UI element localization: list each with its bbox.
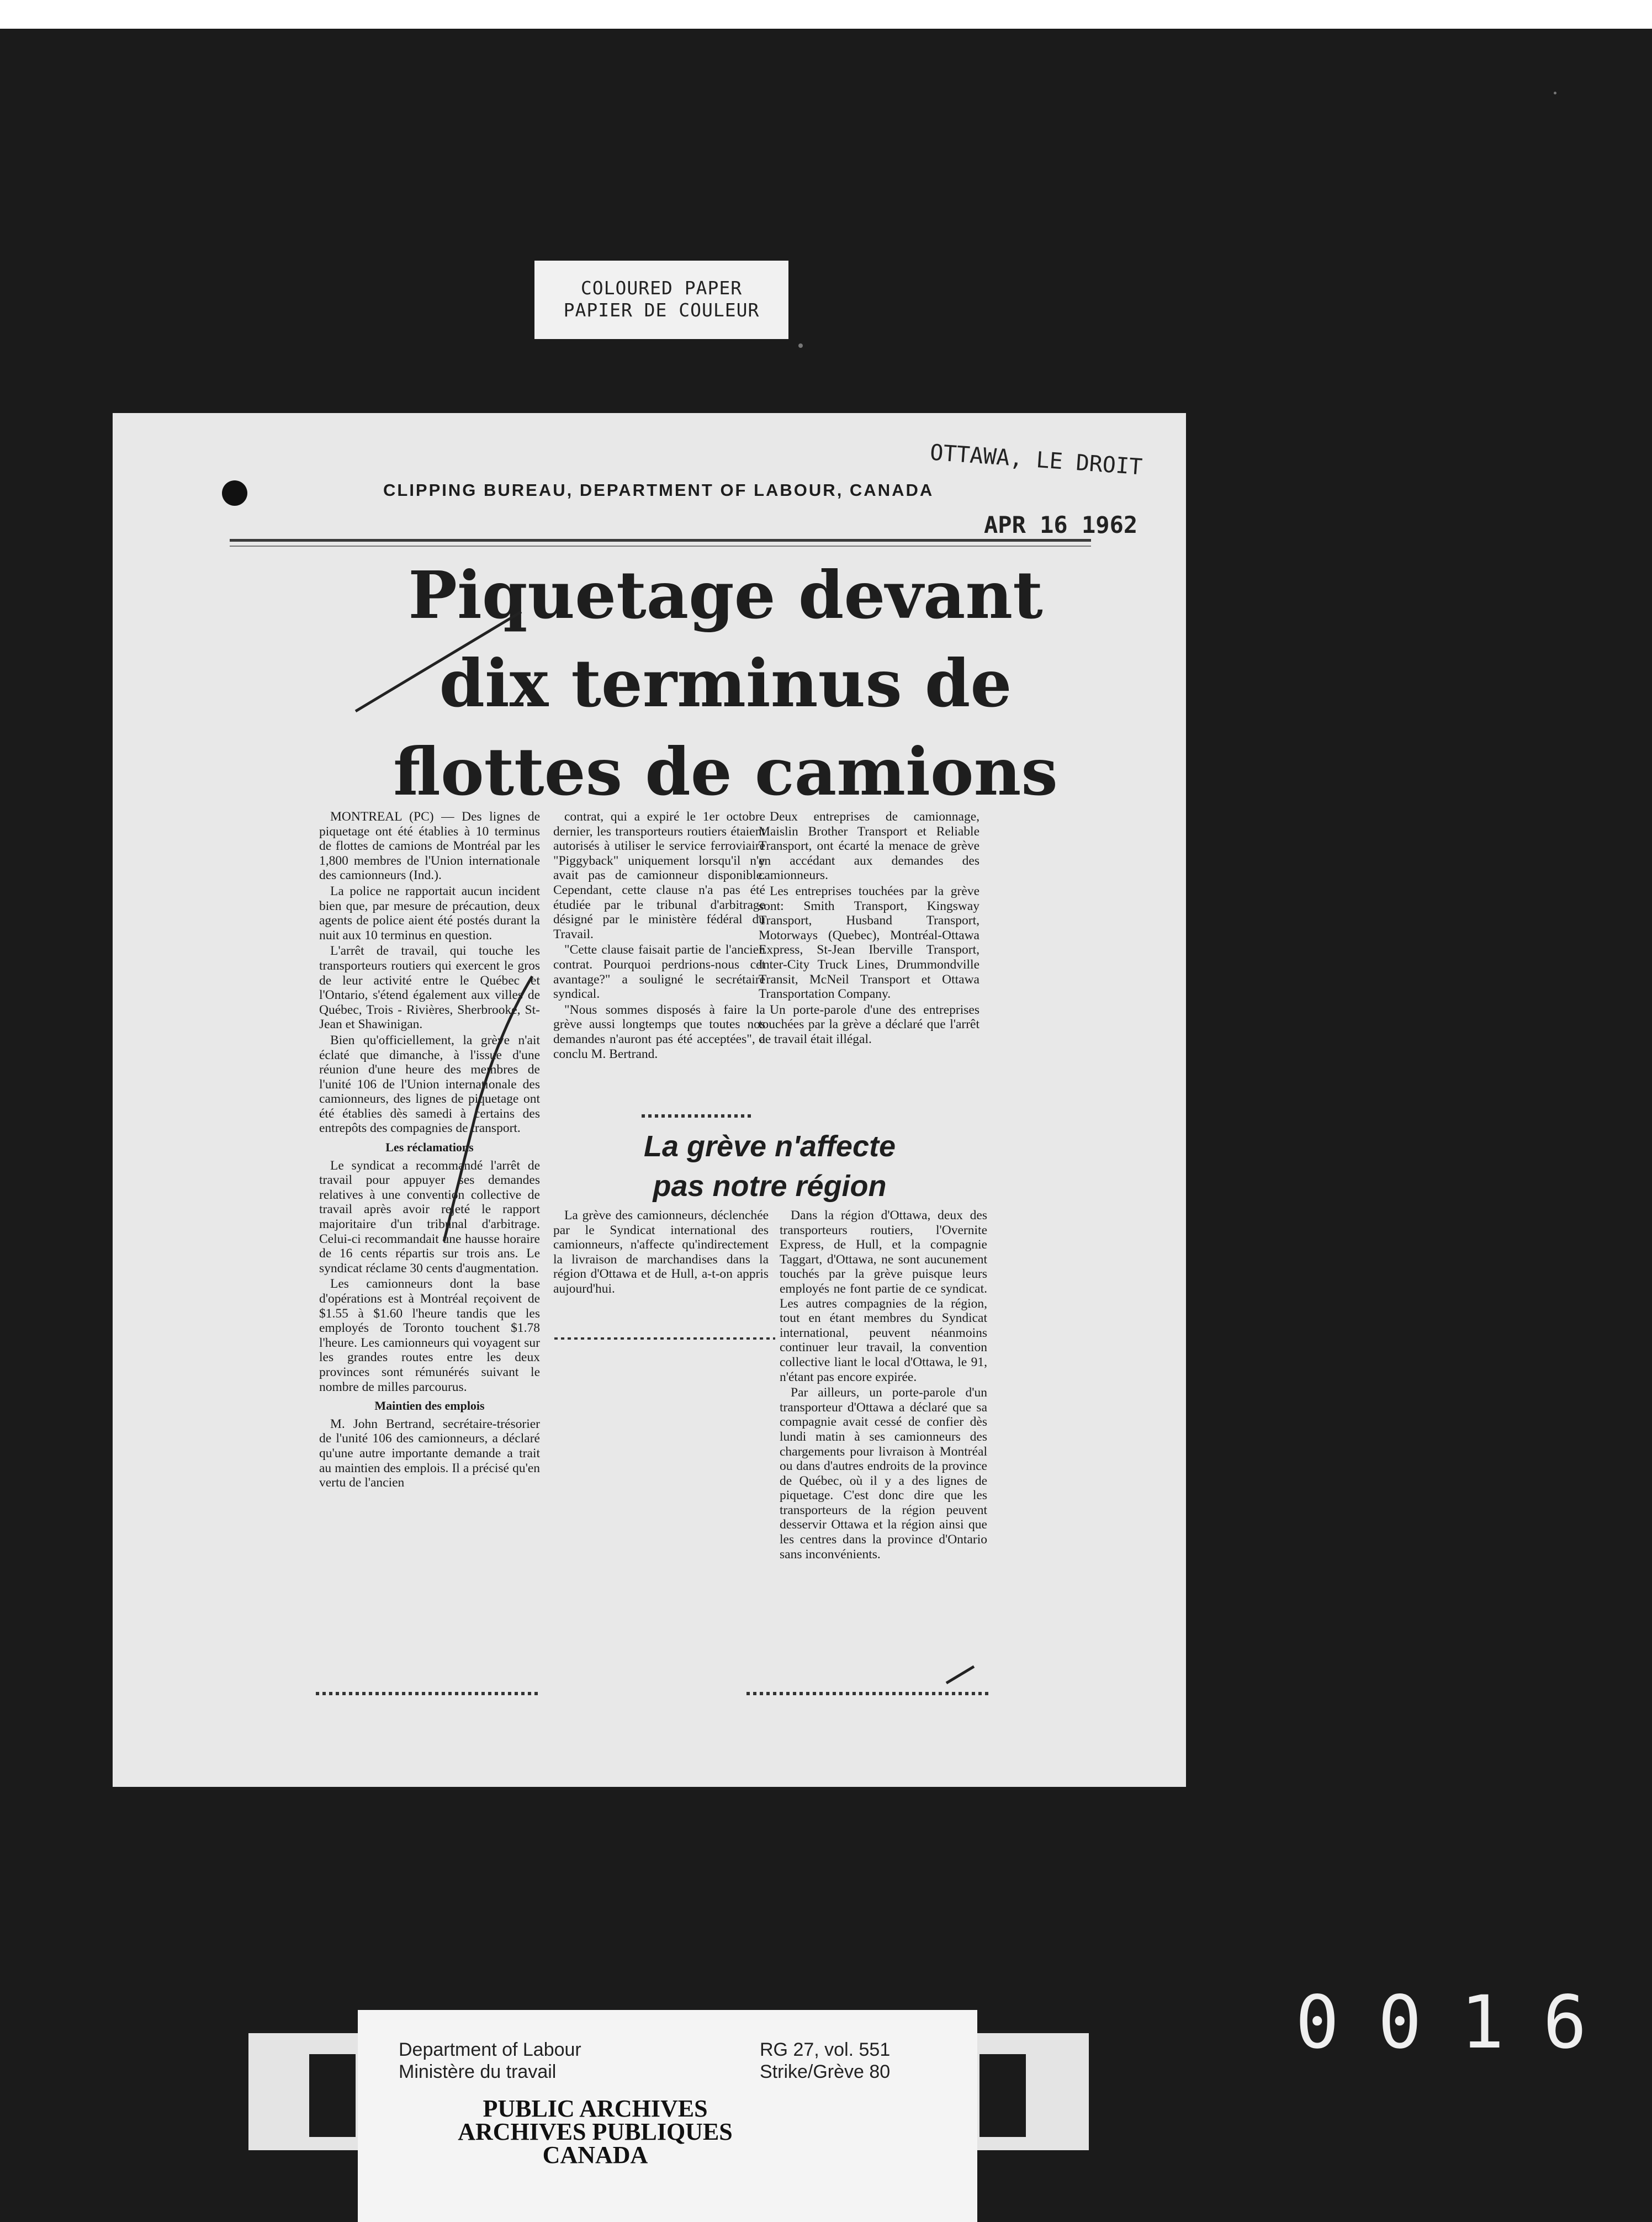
microfilm-frame-number: 0016	[1295, 1980, 1625, 2065]
department-text	[399, 2039, 581, 2083]
public-archives-line: ARCHIVES PUBLIQUES	[458, 2118, 733, 2145]
coloured-paper-line-en: COLOURED PAPER	[580, 277, 743, 299]
department-english: Department of Labour	[399, 2039, 581, 2060]
department-french: Ministère du travail	[399, 2061, 557, 2082]
public-archives-line: PUBLIC ARCHIVES	[483, 2095, 708, 2122]
paragraph: "Cette clause faisait partie de l'ancien contrat. Pourquoi perdrions-nous cet avantage?" a souligné le secrétaire syndical.	[553, 943, 765, 1002]
reference-strike: Strike/Grève 80	[760, 2061, 891, 2082]
public-archives-line: CANADA	[542, 2141, 648, 2168]
pen-mark-stroke	[946, 1666, 974, 1683]
paragraph: La police ne rapportait aucun incident bien que, par mesure de précaution, deux agents de police aient été postés durant la nuit aux 10 terminus en question.	[319, 883, 540, 943]
reference-volume: RG 27, vol. 551	[760, 2039, 891, 2060]
archives-label	[358, 2010, 977, 2222]
paragraph: Deux entreprises de camionnage, Maislin Brother Transport et Reliable Transport, ont écarté la menace de grève en accédant aux demandes des camionneurs.	[759, 810, 979, 883]
archive-reference	[760, 2039, 890, 2083]
date-stamp: APR 16 1962	[984, 511, 1138, 538]
paragraph: L'arrêt de travail, qui touche les transporteurs routiers qui exercent le gros de leur activité entre le Québec et l'Ontario, s'étend également aux villes de Québec, Trois - Rivières, Sherbrooke, St-Jean et Shawinigan.	[319, 944, 540, 1032]
paragraph: Par ailleurs, un porte-parole d'un transporteur d'Ottawa a déclaré que sa compagnie avait cessé de confier dès lundi matin à ses camionneurs des chargements pour livraison à Montréal ou dans d'autres endroits de la province de Québec, où il y a des lignes de piquetage. C'est donc dire que les transporteurs de la région peuvent desservir Ottawa et la région ainsi que les centres dans la province d'Ontario sans inconvénients.	[780, 1385, 987, 1562]
paragraph: M. John Bertrand, secrétaire-trésorier de l'unité 106 des camionneurs, a déclaré qu'une autre importante demande a trait au maintien des emplois. Il a précisé qu'en vertu de l'ancien	[319, 1416, 540, 1490]
section-subhead: Maintien des emplois	[374, 1399, 485, 1413]
section-subhead: Les réclamations	[385, 1140, 474, 1155]
paragraph: Un porte-parole d'une des entreprises touchées par la grève a déclaré que l'arrêt de travail était illégal.	[759, 1002, 979, 1046]
paragraph: Le syndicat a recommandé l'arrêt de travail pour appuyer ses demandes relatives à une convention collective de travail après avoir rejeté le rapport majoritaire d'un tribunal d'arbitrage. Celui-ci recommandait une hausse horaire de 16 cents répartis sur trois ans. Le syndicat réclame 30 cents d'augmentation.	[319, 1158, 540, 1276]
paragraph: "Nous sommes disposés à faire la grève aussi longtemps que toutes nos demandes n'auront pas été acceptées", a conclu M. Bertrand.	[553, 1002, 765, 1061]
dust-speck	[1554, 92, 1556, 94]
paragraph: Les camionneurs dont la base d'opérations est à Montréal reçoivent de $1.55 à $1.60 l'heure tandis que les employés de Toronto touchent $1.78 l'heure. Les camionneurs qui voyagent sur les grandes routes entre les deux provinces sont rémunérés suivant le nombre de milles parcourus.	[319, 1277, 540, 1394]
headline-line: flottes de camions	[393, 733, 1058, 810]
clipping-page	[113, 413, 1186, 1787]
headline-line: dix terminus de	[439, 645, 1012, 722]
paragraph: MONTREAL (PC) — Des lignes de piquetage ont été établies à 10 terminus de flottes de camions de Montréal par les 1,800 membres de l'Union internationale des camionneurs (Ind.).	[319, 810, 540, 883]
paragraph: La grève des camionneurs, déclenchée par le Syndicat international des camionneurs, n'affecte qu'indirectement la livraison de marchandises dans la région d'Ottawa et de Hull, a-t-on appris aujourd'hui.	[553, 1208, 769, 1296]
newspaper-source-stamp: OTTAWA, LE DROIT	[929, 440, 1143, 480]
clipping-bureau-header: CLIPPING BUREAU, DEPARTMENT OF LABOUR, CANADA	[383, 480, 934, 500]
strip-notch	[979, 2054, 1026, 2137]
paragraph: Bien qu'officiellement, la grève n'ait éclaté que dimanche, à l'issue d'une réunion d'une heure des membres de l'unité 106 de l'Union internationale des camionneurs, des lignes de piquetage ont été établies dès samedi à certains des entrepôts des compagnies de transport.	[319, 1033, 540, 1136]
coloured-paper-line-fr: PAPIER DE COULEUR	[563, 299, 760, 321]
strip-notch	[309, 2054, 356, 2137]
public-archives-title	[358, 2097, 833, 2167]
dust-speck	[798, 343, 803, 348]
top-white-band	[0, 0, 1652, 29]
paragraph: contrat, qui a expiré le 1er octobre dernier, les transporteurs routiers étaient autorisés à utiliser le service ferroviaire "Piggyback" uniquement lorsqu'il n'y avait pas de camionneur disponible. Cependant, cette clause n'a pas été étudiée par le tribunal d'arbitrage désigné par le ministère fédéral du Travail.	[553, 810, 765, 941]
headline-line: Piquetage devant	[408, 557, 1043, 633]
secondary-headline-line: pas notre région	[653, 1170, 887, 1203]
paragraph: Les entreprises touchées par la grève sont: Smith Transport, Kingsway Transport, Husband Transport, Motorways (Quebec), Montréal-Ottawa Express, St-Jean Iberville Transport, Inter-City Truck Lines, Drummondville Transit, McNeil Transport et Ottawa Transportation Company.	[759, 883, 979, 1002]
paragraph: Dans la région d'Ottawa, deux des transporteurs routiers, l'Overnite Express, de Hull, et la compagnie Taggart, d'Ottawa, ne sont aucunement touchés par la grève puisque leurs employés ne font partie de ce syndicat. Les autres compagnies de la région, tout en étant membres du Syndicat international, peuvent néanmoins continuer leur travail, la convention collective liant le local d'Ottawa, le 91, n'étant pas encore expirée.	[780, 1208, 987, 1384]
coloured-paper-label	[534, 261, 788, 339]
pen-mark	[113, 413, 1186, 1787]
secondary-headline-line: La grève n'affecte	[643, 1130, 896, 1163]
pen-mark-stroke	[356, 612, 532, 1241]
